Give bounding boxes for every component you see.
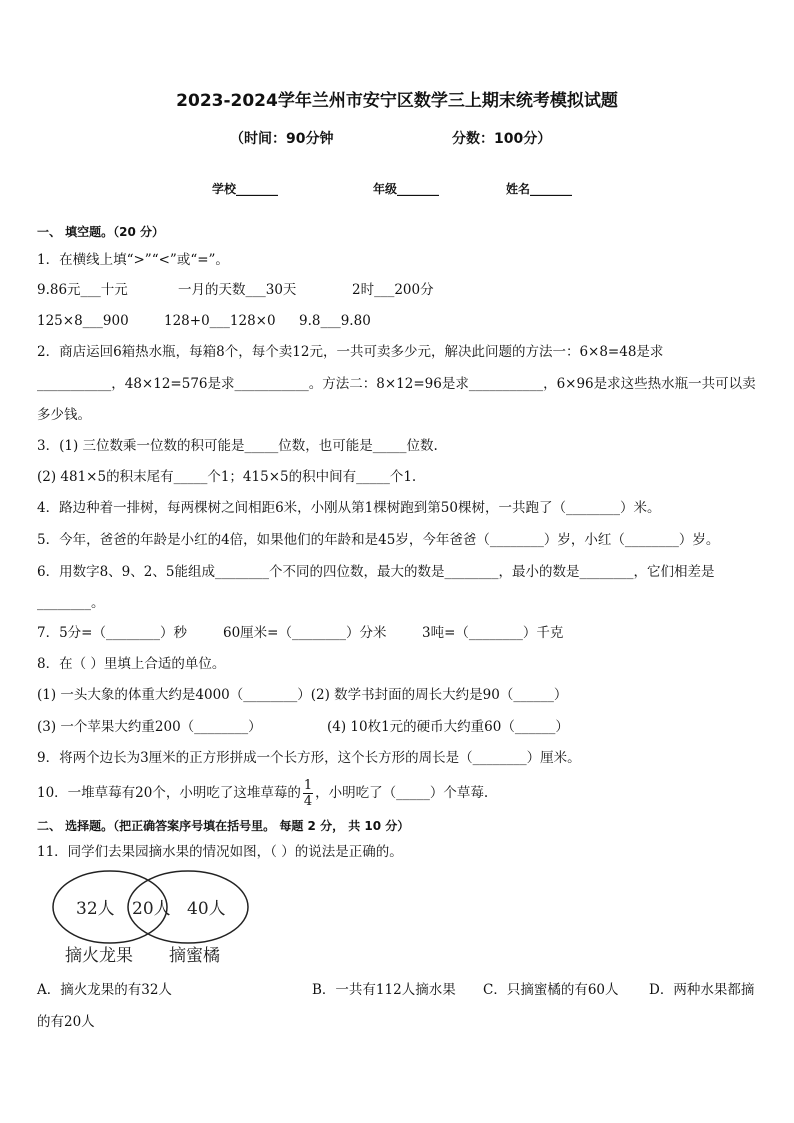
question-10	[37, 776, 488, 810]
q1-item: 2时___200分	[352, 282, 434, 298]
q1-item: 9.8___9.80	[299, 313, 371, 329]
question-2: ___________，48×12=576是求___________。方法二：8×12=96是求___________，6×96是求这些热水瓶一共可以卖	[37, 376, 756, 392]
q1-item: 128+0___128×0	[164, 313, 276, 329]
choice-d[interactable]: D．两种水果都摘	[649, 982, 755, 998]
question-3: (2) 481×5的积末尾有_____个1；415×5的积中间有_____个1.	[37, 469, 417, 485]
section-fill-heading: 一、 填空题。（20 分）	[37, 225, 165, 239]
question-4: 4．路边种着一排树，每两棵树之间相距6米，小刚从第1棵树跑到第50棵树，一共跑了（________）米。	[37, 500, 661, 516]
name-field[interactable]: 姓名_______	[506, 182, 573, 196]
q10-text: ，小明吃了（_____）个草莓.	[315, 785, 489, 801]
choice-d-continued: 的有20人	[37, 1014, 95, 1030]
fraction-numerator: 1	[303, 778, 313, 793]
question-8-part: (1) 一头大象的体重大约是4000（________）(2) 数学书封面的周长大约是90（______）	[37, 687, 568, 703]
question-8: 8．在（ ）里填上合适的单位。	[37, 656, 226, 672]
exam-time: （时间：90分钟	[230, 131, 334, 147]
exam-title: 2023-2024学年兰州市安宁区数学三上期末统考模拟试题	[176, 91, 618, 111]
exam-score: 分数：100分）	[452, 131, 552, 147]
q1-item: 125×8___900	[37, 313, 129, 329]
grade-field[interactable]: 年级_______	[373, 182, 440, 196]
question-8-part: (3) 一个苹果大约重200（________）	[37, 719, 262, 735]
question-7: 7．5分=（________）秒	[37, 625, 187, 641]
q10-text: 10．一堆草莓有20个，小明吃了这堆草莓的	[37, 785, 301, 801]
question-6: 6．用数字8、9、2、5能组成________个不同的四位数，最大的数是________，最小的数是________，它们相差是	[37, 564, 715, 580]
question-2: 2．商店运回6箱热水瓶，每箱8个，每个卖12元，一共可卖多少元，解决此问题的方法一：6×8=48是求	[37, 344, 664, 360]
q1-item: 9.86元___十元	[37, 282, 128, 298]
question-7: 60厘米=（________）分米	[223, 625, 387, 641]
question-3: 3．(1) 三位数乘一位数的积可能是_____位数，也可能是_____位数.	[37, 438, 438, 454]
venn-right-value: 40人	[187, 899, 226, 919]
choice-a[interactable]: A．摘火龙果的有32人	[37, 982, 172, 998]
school-field[interactable]: 学校_______	[212, 182, 279, 196]
q1-item: 一月的天数___30天	[178, 282, 297, 298]
question-2: 多少钱。	[37, 407, 91, 423]
venn-left-value: 32人	[76, 899, 115, 919]
question-9: 9．将两个边长为3厘米的正方形拼成一个长方形，这个长方形的周长是（________）厘米。	[37, 750, 581, 766]
question-8-part: (4) 10枚1元的硬币大约重60（______）	[327, 719, 569, 735]
venn-diagram	[48, 866, 258, 970]
venn-left-label: 摘火龙果	[65, 946, 133, 966]
section-choice-heading: 二、 选择题。（把正确答案序号填在括号里。 每题 2 分， 共 10 分）	[37, 819, 410, 833]
choice-b[interactable]: B．一共有112人摘水果	[312, 982, 456, 998]
fraction	[303, 778, 313, 809]
question-6: ________。	[37, 595, 105, 611]
question-5: 5．今年，爸爸的年龄是小红的4倍，如果他们的年龄和是45岁，今年爸爸（________）岁，小红（________）岁。	[37, 532, 720, 548]
venn-overlap-value: 20人	[132, 899, 171, 919]
venn-right-label: 摘蜜橘	[169, 946, 220, 966]
choice-c[interactable]: C．只摘蜜橘的有60人	[483, 982, 619, 998]
question-7: 3吨=（________）千克	[422, 625, 564, 641]
question-1: 1．在横线上填“>”“<”或“=”。	[37, 252, 229, 268]
fraction-denominator: 4	[303, 794, 313, 809]
question-11: 11．同学们去果园摘水果的情况如图，（ ）的说法是正确的。	[37, 844, 403, 860]
